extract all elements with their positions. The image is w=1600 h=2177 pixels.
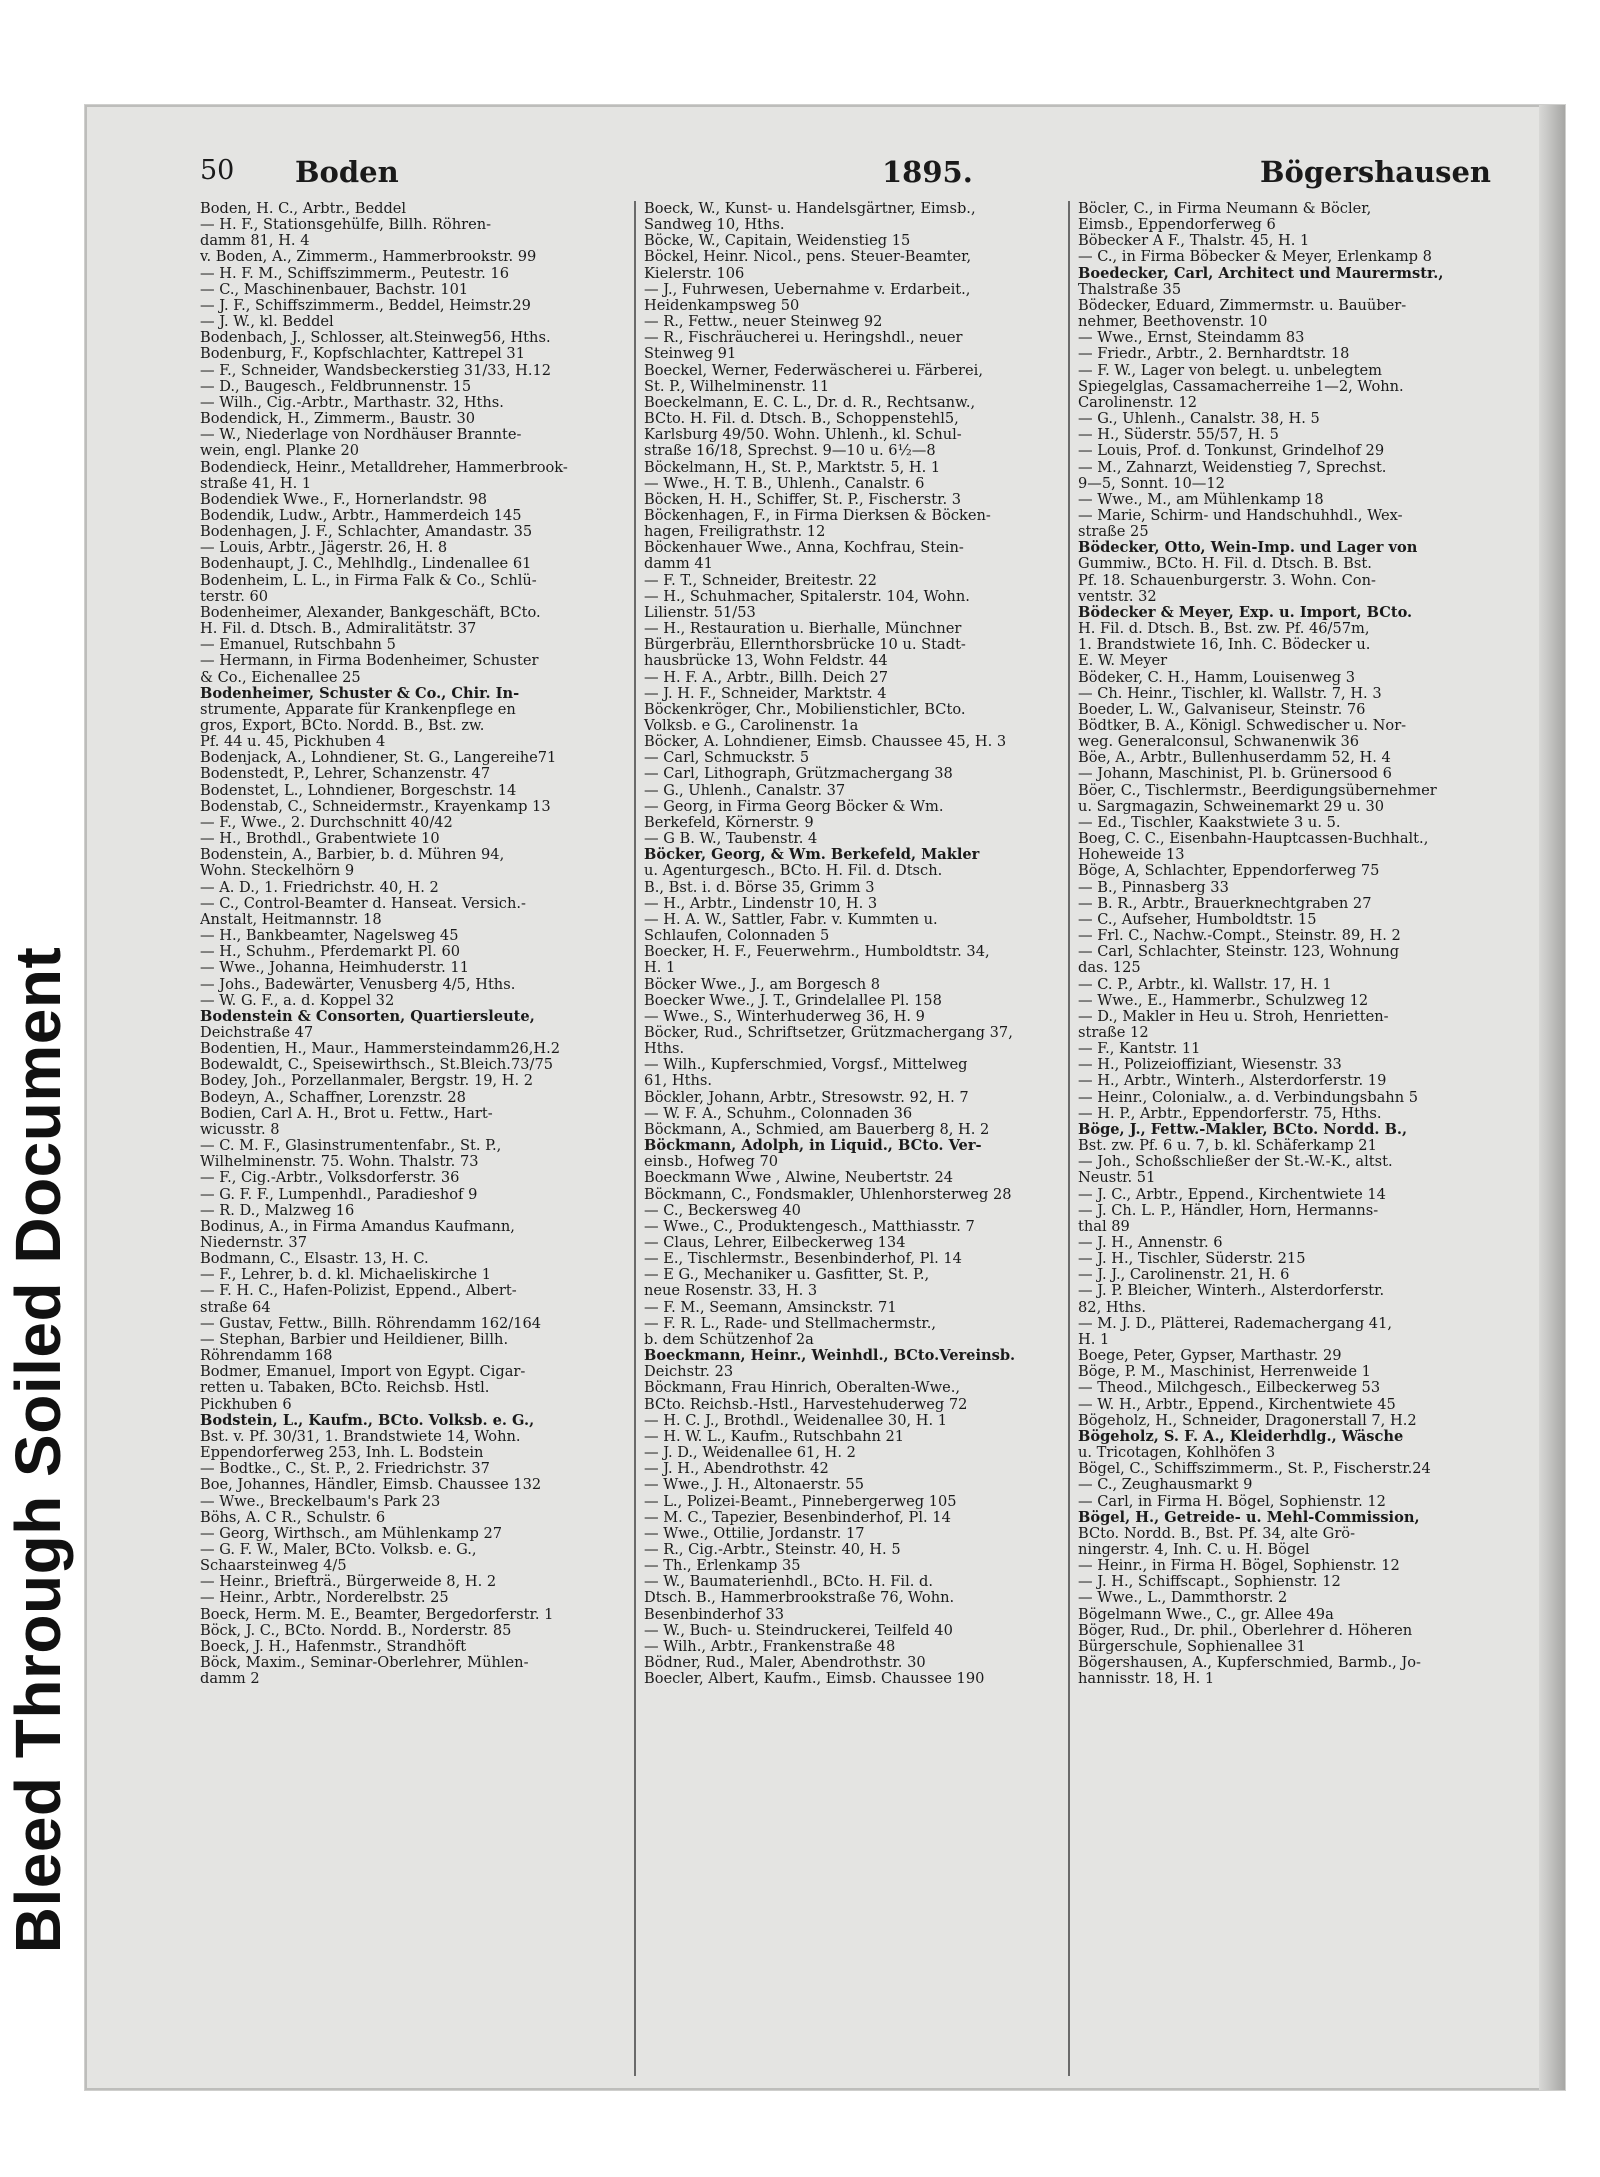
directory-entry: Bst. v. Pf. 30/31, 1. Brandstwiete 14, Wohn. — [200, 1427, 521, 1445]
directory-entry: u. Tricotagen, Kohlhöfen 3 — [1078, 1444, 1276, 1462]
directory-entry: Gummiw., BCto. H. Fil. d. Dtsch. B. Bst. — [1078, 555, 1372, 573]
directory-entry: Boeck, W., Kunst- u. Handelsgärtner, Eimsb., — [644, 201, 976, 217]
directory-entry: Bodstein, L., Kaufm., BCto. Volksb. e. G., — [200, 1411, 535, 1429]
directory-entry: Wohn. Steckelhörn 9 — [200, 862, 355, 880]
directory-entry: — B., Pinnasberg 33 — [1078, 878, 1229, 896]
directory-entry: — G., Uhlenh., Canalstr. 37 — [644, 781, 846, 799]
directory-entry: Böcker, Georg, & Wm. Berkefeld, Makler — [644, 846, 980, 864]
directory-entry: Bodenheimer, Schuster & Co., Chir. In- — [200, 684, 520, 702]
directory-entry: hagen, Freiligrathstr. 12 — [644, 523, 826, 541]
directory-entry: Böckel, Heinr. Nicol., pens. Steuer-Beamter, — [644, 248, 972, 266]
directory-entry: — G B. W., Taubenstr. 4 — [644, 830, 818, 848]
directory-entry: — H. F. M., Schiffszimmerm., Peutestr. 16 — [200, 264, 509, 282]
directory-entry: — Bodtke., C., St. P., 2. Friedrichstr. 37 — [200, 1460, 490, 1478]
directory-entry: Bodenstab, C., Schneidermstr., Krayenkamp 13 — [200, 797, 551, 815]
directory-entry: Bödecker, Otto, Wein-Imp. und Lager von — [1078, 539, 1418, 557]
directory-entry: Kielerstr. 106 — [644, 264, 745, 282]
directory-entry: einsb., Hofweg 70 — [644, 1153, 779, 1171]
directory-entry: — F., Schneider, Wandsbeckerstieg 31/33, H.12 — [200, 361, 552, 379]
directory-entry: das. 125 — [1078, 959, 1141, 977]
directory-entry: — C., Control-Beamter d. Hanseat. Versich.- — [200, 894, 526, 912]
directory-entry: — L., Polizei-Beamt., Pinnebergerweg 105 — [644, 1492, 957, 1510]
directory-entry: — Wwe., H. T. B., Uhlenh., Canalstr. 6 — [644, 474, 925, 492]
directory-entry: Röhrendamm 168 — [200, 1347, 333, 1365]
directory-entry: — Wwe., M., am Mühlenkamp 18 — [1078, 490, 1324, 508]
directory-entry: H. 1 — [644, 959, 676, 977]
directory-entry: Bögeholz, S. F. A., Kleiderhdlg., Wäsche — [1078, 1427, 1404, 1445]
directory-entry: thal 89 — [1078, 1217, 1130, 1235]
directory-entry: Schlaufen, Colonnaden 5 — [644, 927, 830, 945]
directory-entry: Böge, P. M., Maschinist, Herrenweide 1 — [1078, 1363, 1371, 1381]
directory-entry: Boeck, Herm. M. E., Beamter, Bergedorferstr. 1 — [200, 1605, 554, 1623]
directory-entry: Bögershausen, A., Kupferschmied, Barmb., Jo- — [1078, 1654, 1421, 1672]
directory-entry: Pickhuben 6 — [200, 1395, 292, 1413]
directory-entry: Boden, H. C., Arbtr., Beddel — [200, 201, 407, 217]
directory-entry: Böcken, H. H., Schiffer, St. P., Fischerstr. 3 — [644, 490, 962, 508]
directory-entry: Böckenkröger, Chr., Mobilienstichler, BCto. — [644, 700, 966, 718]
directory-entry: — W., Buch- u. Steindruckerei, Teilfeld 40 — [644, 1621, 953, 1639]
directory-entry: strumente, Apparate für Krankenpflege en — [200, 700, 516, 718]
directory-entry: — R., Fettw., neuer Steinweg 92 — [644, 313, 883, 331]
directory-entry: — J. H., Tischler, Süderstr. 215 — [1078, 1250, 1306, 1268]
directory-entry: E. W. Meyer — [1078, 652, 1168, 670]
directory-entry: — Stephan, Barbier und Heildiener, Billh. — [200, 1330, 509, 1348]
directory-entry: straße 12 — [1078, 1023, 1149, 1041]
directory-entry: — Carl, Lithograph, Grützmachergang 38 — [644, 765, 953, 783]
directory-entry: — M., Zahnarzt, Weidenstieg 7, Sprechst. — [1078, 458, 1387, 476]
directory-entry: — B. R., Arbtr., Brauerknechtgraben 27 — [1078, 894, 1372, 912]
column-3 — [1068, 201, 1508, 2076]
directory-entry: — W., Niederlage von Nordhäuser Brannte- — [200, 426, 522, 444]
directory-entry: — Wwe., Ernst, Steindamm 83 — [1078, 329, 1305, 347]
directory-entry: — C. P., Arbtr., kl. Wallstr. 17, H. 1 — [1078, 975, 1332, 993]
directory-entry: Deichstraße 47 — [200, 1023, 314, 1041]
directory-entry: retten u. Tabaken, BCto. Reichsb. Hstl. — [200, 1379, 490, 1397]
directory-entry: — Wwe., C., Produktengesch., Matthiasstr. 7 — [644, 1217, 975, 1235]
directory-entry: — Wwe., J. H., Altonaerstr. 55 — [644, 1476, 865, 1494]
directory-entry: Bodenstein, A., Barbier, b. d. Mühren 94, — [200, 846, 505, 864]
directory-entry: — Wwe., Breckelbaum's Park 23 — [200, 1492, 441, 1510]
directory-entry: — C., Maschinenbauer, Bachstr. 101 — [200, 280, 469, 298]
directory-entry: — G. F. F., Lumpenhdl., Paradieshof 9 — [200, 1185, 478, 1203]
directory-entry: Böckenhagen, F., in Firma Dierksen & Böcken- — [644, 506, 991, 524]
directory-entry: Bodenbach, J., Schlosser, alt.Steinweg56, Hths. — [200, 329, 551, 347]
directory-entry: Bürgerschule, Sophienallee 31 — [1078, 1637, 1306, 1655]
directory-entry: Bödecker & Meyer, Exp. u. Import, BCto. — [1078, 603, 1413, 621]
directory-entry: Böckmann, Adolph, in Liquid., BCto. Ver- — [644, 1137, 982, 1155]
directory-entry: — H., Arbtr., Winterh., Alsterdorferstr. 19 — [1078, 1072, 1387, 1090]
directory-entry: — F. R. L., Rade- und Stellmachermstr., — [644, 1314, 936, 1332]
directory-entry: — D., Baugesch., Feldbrunnenstr. 15 — [200, 377, 472, 395]
directory-entry: — Frl. C., Nachw.-Compt., Steinstr. 89, H. 2 — [1078, 927, 1401, 945]
directory-entry: — C., in Firma Böbecker & Meyer, Erlenkamp 8 — [1078, 248, 1432, 266]
directory-entry: — W. G. F., a. d. Koppel 32 — [200, 991, 395, 1009]
page-edge — [1539, 105, 1565, 2090]
header-left-word: Boden — [295, 155, 399, 189]
directory-entry: Thalstraße 35 — [1078, 280, 1182, 298]
directory-entry: — H., Schuhmacher, Spitalerstr. 104, Wohn. — [644, 587, 970, 605]
directory-entry: — Theod., Milchgesch., Eilbeckerweg 53 — [1078, 1379, 1381, 1397]
directory-entry: u. Agenturgesch., BCto. H. Fil. d. Dtsch. — [644, 862, 943, 880]
directory-entry: Böcker Wwe., J., am Borgesch 8 — [644, 975, 881, 993]
directory-entry: — W., Baumaterienhdl., BCto. H. Fil. d. — [644, 1573, 934, 1591]
directory-entry: — Carl, in Firma H. Bögel, Sophienstr. 12 — [1078, 1492, 1386, 1510]
directory-entry: straße 41, H. 1 — [200, 474, 312, 492]
directory-entry: Böcke, W., Capitain, Weidenstieg 15 — [644, 232, 911, 250]
directory-entry: Bodendik, Ludw., Arbtr., Hammerdeich 145 — [200, 506, 522, 524]
scanned-page — [85, 105, 1565, 2090]
directory-entry: Deichstr. 23 — [644, 1363, 734, 1381]
directory-entry: b. dem Schützenhof 2a — [644, 1330, 814, 1348]
directory-entry: H. Fil. d. Dtsch. B., Bst. zw. Pf. 46/57m, — [1078, 620, 1370, 638]
directory-entry: Dtsch. B., Hammerbrookstraße 76, Wohn. — [644, 1589, 955, 1607]
directory-entry: Volksb. e G., Carolinenstr. 1a — [644, 717, 859, 734]
directory-entry: BCto. H. Fil. d. Dtsch. B., Schoppenstehl5, — [644, 410, 959, 428]
directory-entry: — H. C. J., Brothdl., Weidenallee 30, H. 1 — [644, 1411, 948, 1429]
header-right-word: Bögershausen — [1260, 155, 1492, 189]
directory-entry: — J. D., Weidenallee 61, H. 2 — [644, 1444, 856, 1462]
directory-entry: — Heinr., Briefträ., Bürgerweide 8, H. 2 — [200, 1573, 497, 1591]
directory-entry: Bodenheimer, Alexander, Bankgeschäft, BCto. — [200, 603, 541, 621]
directory-entry: — F., Cig.-Arbtr., Volksdorferstr. 36 — [200, 1169, 460, 1187]
directory-entry: — J. H., Abendrothstr. 42 — [644, 1460, 829, 1478]
directory-entry: — Heinr., in Firma H. Bögel, Sophienstr. 12 — [1078, 1557, 1400, 1575]
directory-entry: Boeckelmann, E. C. L., Dr. d. R., Rechtsanw., — [644, 393, 976, 411]
directory-entry: Boeg, C. C., Eisenbahn-Hauptcassen-Buchhalt., — [1078, 830, 1429, 848]
directory-entry: — J. H., Annenstr. 6 — [1078, 1234, 1223, 1251]
directory-entry: Böck, Maxim., Seminar-Oberlehrer, Mühlen- — [200, 1654, 529, 1672]
directory-entry: — H. F., Stationsgehülfe, Billh. Röhren- — [200, 216, 492, 234]
directory-entry: Böcker, A. Lohndiener, Eimsb. Chaussee 45, H. 3 — [644, 733, 1007, 751]
directory-entry: Bögeholz, H., Schneider, Dragonerstall 7, H.2 — [1078, 1411, 1417, 1429]
directory-entry: Bodmann, C., Elsastr. 13, H. C. — [200, 1250, 429, 1268]
directory-entry: — E G., Mechaniker u. Gasfitter, St. P., — [644, 1266, 930, 1284]
column-2 — [634, 201, 1062, 2076]
directory-entry: — Gustav, Fettw., Billh. Röhrendamm 162/164 — [200, 1314, 542, 1332]
directory-entry: weg. Generalconsul, Schwanenwik 36 — [1078, 733, 1360, 751]
directory-entry: — Wwe., Ottilie, Jordanstr. 17 — [644, 1524, 865, 1542]
directory-entry: Spiegelglas, Cassamacherreihe 1—2, Wohn. — [1078, 377, 1404, 395]
directory-entry: — Carl, Schmuckstr. 5 — [644, 749, 810, 767]
directory-entry: — J. W., kl. Beddel — [200, 313, 334, 331]
directory-entry: — D., Makler in Heu u. Stroh, Henrietten- — [1078, 1007, 1389, 1025]
directory-entry: — Wwe., E., Hammerbr., Schulzweg 12 — [1078, 991, 1369, 1009]
directory-entry: straße 16/18, Sprechst. 9—10 u. 6½—8 — [644, 442, 936, 460]
directory-entry: — H. P., Arbtr., Eppendorferstr. 75, Hths. — [1078, 1104, 1382, 1122]
directory-entry: Sandweg 10, Hths. — [644, 216, 785, 234]
directory-entry: — J., Fuhrwesen, Uebernahme v. Erdarbeit., — [644, 280, 971, 298]
directory-entry: — J. J., Carolinenstr. 21, H. 6 — [1078, 1266, 1290, 1284]
directory-entry: Bodendick, H., Zimmerm., Baustr. 30 — [200, 410, 476, 428]
directory-entry: u. Sargmagazin, Schweinemarkt 29 u. 30 — [1078, 797, 1385, 815]
directory-entry: Böckenhauer Wwe., Anna, Kochfrau, Stein- — [644, 539, 964, 557]
directory-entry: Neustr. 51 — [1078, 1169, 1156, 1187]
directory-entry: — H. A. W., Sattler, Fabr. v. Kummten u. — [644, 910, 938, 928]
directory-entry: — F., Wwe., 2. Durchschnitt 40/42 — [200, 813, 453, 831]
directory-entry: Bögelmann Wwe., C., gr. Allee 49a — [1078, 1605, 1334, 1623]
directory-entry: Böcler, C., in Firma Neumann & Böcler, — [1078, 201, 1372, 217]
directory-entry: — Georg, Wirthsch., am Mühlenkamp 27 — [200, 1524, 503, 1542]
directory-entry: — F. M., Seemann, Amsinckstr. 71 — [644, 1298, 897, 1316]
directory-entry: — Marie, Schirm- und Handschuhhdl., Wex- — [1078, 506, 1403, 524]
directory-entry: v. Boden, A., Zimmerm., Hammerbrookstr. 99 — [200, 248, 537, 266]
directory-entry: Bödtker, B. A., Königl. Schwedischer u. Nor- — [1078, 717, 1407, 734]
directory-entry: straße 25 — [1078, 523, 1149, 541]
directory-entry: Böckmann, A., Schmied, am Bauerberg 8, H. 2 — [644, 1120, 990, 1138]
directory-entry: Wilhelminenstr. 75. Wohn. Thalstr. 73 — [200, 1153, 479, 1171]
directory-entry: Bodenjack, A., Lohndiener, St. G., Langereihe71 — [200, 749, 557, 767]
directory-entry: St. P., Wilhelminenstr. 11 — [644, 377, 830, 395]
directory-entry: Bodendieck, Heinr., Metalldreher, Hammerbrook- — [200, 458, 568, 476]
directory-entry: terstr. 60 — [200, 587, 269, 605]
directory-entry: — E., Tischlermstr., Besenbinderhof, Pl. 14 — [644, 1250, 962, 1268]
directory-entry: Karlsburg 49/50. Wohn. Uhlenh., kl. Schul- — [644, 426, 962, 444]
directory-entry: Bodentien, H., Maur., Hammersteindamm26,H.2 — [200, 1040, 561, 1058]
directory-entry: damm 41 — [644, 555, 713, 573]
directory-entry: — Joh., Schoßschließer der St.-W.-K., altst. — [1078, 1153, 1393, 1171]
directory-entry: Besenbinderhof 33 — [644, 1605, 785, 1623]
directory-entry: Böhs, A. C R., Schulstr. 6 — [200, 1508, 386, 1526]
directory-entry: Böckelmann, H., St. P., Marktstr. 5, H. 1 — [644, 458, 941, 476]
directory-entry: Bögel, H., Getreide- u. Mehl-Commission, — [1078, 1508, 1420, 1526]
directory-entry: Bodien, Carl A. H., Brot u. Fettw., Hart- — [200, 1104, 493, 1122]
directory-entry: Böbecker A F., Thalstr. 45, H. 1 — [1078, 232, 1310, 250]
directory-entry: Eimsb., Eppendorferweg 6 — [1078, 216, 1276, 234]
directory-entry: — Claus, Lehrer, Eilbeckerweg 134 — [644, 1234, 906, 1251]
directory-entry: Böer, C., Tischlermstr., Beerdigungsübernehmer — [1078, 781, 1437, 799]
directory-entry: Bodey, Joh., Porzellanmaler, Bergstr. 19, H. 2 — [200, 1072, 534, 1090]
directory-entry: — H., Bankbeamter, Nagelsweg 45 — [200, 927, 459, 945]
directory-entry: — H., Schuhm., Pferdemarkt Pl. 60 — [200, 943, 461, 961]
directory-entry: ningerstr. 4, Inh. C. u. H. Bögel — [1078, 1540, 1310, 1558]
page-number: 50 — [200, 155, 235, 186]
directory-entry: Bodenheim, L. L., in Firma Falk & Co., Schlü- — [200, 571, 537, 589]
directory-entry: straße 64 — [200, 1298, 271, 1316]
watermark-text: Bleed Through Soiled Document — [1, 946, 74, 1954]
directory-entry: — W. F. A., Schuhm., Colonnaden 36 — [644, 1104, 913, 1122]
directory-entry: Hoheweide 13 — [1078, 846, 1185, 864]
directory-entry: Boeder, L. W., Galvaniseur, Steinstr. 76 — [1078, 700, 1366, 718]
directory-entry: — J. H. F., Schneider, Marktstr. 4 — [644, 684, 887, 702]
directory-entry: — J. C., Arbtr., Eppend., Kirchentwiete 14 — [1078, 1185, 1386, 1203]
directory-entry: Bodenburg, F., Kopfschlachter, Kattrepel 31 — [200, 345, 525, 363]
directory-entry: Bodenhaupt, J. C., Mehlhdlg., Lindenallee 61 — [200, 555, 532, 573]
directory-entry: — H., Brothdl., Grabentwiete 10 — [200, 830, 440, 848]
directory-entry: — H., Polizeioffiziant, Wiesenstr. 33 — [1078, 1056, 1342, 1074]
directory-entry: — Georg, in Firma Georg Böcker & Wm. — [644, 797, 944, 815]
directory-entry: Berkefeld, Körnerstr. 9 — [644, 813, 814, 831]
directory-entry: & Co., Eichenallee 25 — [200, 668, 361, 686]
directory-entry: Boeckmann Wwe , Alwine, Neubertstr. 24 — [644, 1169, 954, 1187]
directory-entry: Bodinus, A., in Firma Amandus Kaufmann, — [200, 1217, 515, 1235]
directory-entry: Bodmer, Emanuel, Import von Egypt. Cigar- — [200, 1363, 526, 1381]
directory-entry: Bodenstet, L., Lohndiener, Borgeschstr. 14 — [200, 781, 517, 799]
directory-entry: Bögel, C., Schiffszimmerm., St. P., Fischerstr.24 — [1078, 1460, 1431, 1478]
directory-entry: — G. F. W., Maler, BCto. Volksb. e. G., — [200, 1540, 477, 1558]
directory-entry: Bst. zw. Pf. 6 u. 7, b. kl. Schäferkamp 21 — [1078, 1137, 1377, 1155]
directory-entry: hannisstr. 18, H. 1 — [1078, 1670, 1215, 1688]
directory-entry: — J. Ch. L. P., Händler, Horn, Hermanns- — [1078, 1201, 1379, 1219]
directory-entry: — Johann, Maschinist, Pl. b. Grünersood 6 — [1078, 765, 1392, 783]
column-1 — [200, 201, 610, 2076]
directory-entry: Bodenstedt, P., Lehrer, Schanzenstr. 47 — [200, 765, 491, 783]
directory-entry: — Heinr., Arbtr., Norderelbstr. 25 — [200, 1589, 449, 1607]
directory-entry: — Louis, Arbtr., Jägerstr. 26, H. 8 — [200, 539, 448, 557]
directory-entry: BCto. Nordd. B., Bst. Pf. 34, alte Grö- — [1078, 1524, 1356, 1542]
directory-entry: Böckmann, Frau Hinrich, Oberalten-Wwe., — [644, 1379, 960, 1397]
directory-entry: — Johs., Badewärter, Venusberg 4/5, Hths. — [200, 975, 516, 993]
directory-entry: 9—5, Sonnt. 10—12 — [1078, 474, 1225, 492]
directory-entry: — G., Uhlenh., Canalstr. 38, H. 5 — [1078, 410, 1320, 428]
watermark-strip — [0, 0, 75, 2177]
directory-entry: — H., Arbtr., Lindenstr 10, H. 3 — [644, 894, 878, 912]
directory-entry: Böcker, Rud., Schriftsetzer, Grützmachergang 37, — [644, 1023, 1013, 1041]
directory-entry: Boege, Peter, Gypser, Marthastr. 29 — [1078, 1347, 1342, 1365]
directory-entry: Böge, J., Fettw.-Makler, BCto. Nordd. B., — [1078, 1120, 1408, 1138]
directory-entry: — Wwe., S., Winterhuderweg 36, H. 9 — [644, 1007, 925, 1025]
directory-entry: — M. C., Tapezier, Besenbinderhof, Pl. 14 — [644, 1508, 951, 1526]
directory-entry: — F. W., Lager von belegt. u. unbelegtem — [1078, 361, 1382, 379]
directory-entry: — Carl, Schlachter, Steinstr. 123, Wohnung — [1078, 943, 1400, 961]
directory-entry: Böckmann, C., Fondsmakler, Uhlenhorsterweg 28 — [644, 1185, 1012, 1203]
directory-entry: — Emanuel, Rutschbahn 5 — [200, 636, 396, 654]
directory-entry: — R. D., Malzweg 16 — [200, 1201, 355, 1219]
directory-entry: Boedecker, Carl, Architect und Maurermstr., — [1078, 264, 1444, 282]
directory-columns — [200, 201, 1515, 2076]
directory-entry: Steinweg 91 — [644, 345, 737, 363]
directory-entry: Hths. — [644, 1040, 685, 1058]
directory-entry: wein, engl. Planke 20 — [200, 442, 360, 460]
directory-entry: — C., Zeughausmarkt 9 — [1078, 1476, 1253, 1494]
directory-entry: H. 1 — [1078, 1330, 1110, 1348]
directory-entry: Böger, Rud., Dr. phil., Oberlehrer d. Höheren — [1078, 1621, 1413, 1639]
directory-entry: — J. F., Schiffszimmerm., Beddel, Heimstr.29 — [200, 296, 531, 314]
directory-entry: Niedernstr. 37 — [200, 1234, 308, 1251]
directory-entry: — R., Fischräucherei u. Heringshdl., neuer — [644, 329, 963, 347]
page-header — [200, 155, 1500, 199]
directory-entry: neue Rosenstr. 33, H. 3 — [644, 1282, 818, 1300]
directory-entry: Boecker Wwe., J. T., Grindelallee Pl. 158 — [644, 991, 942, 1009]
directory-entry: B., Bst. i. d. Börse 35, Grimm 3 — [644, 878, 875, 896]
directory-entry: — Louis, Prof. d. Tonkunst, Grindelhof 29 — [1078, 442, 1385, 460]
directory-entry: — J. P. Bleicher, Winterh., Alsterdorferstr. — [1078, 1282, 1385, 1300]
directory-entry: — Friedr., Arbtr., 2. Bernhardtstr. 18 — [1078, 345, 1350, 363]
directory-entry: — C., Beckersweg 40 — [644, 1201, 801, 1219]
directory-entry: Bodendiek Wwe., F., Hornerlandstr. 98 — [200, 490, 488, 508]
directory-entry: — A. D., 1. Friedrichstr. 40, H. 2 — [200, 878, 439, 896]
directory-entry: Carolinenstr. 12 — [1078, 393, 1197, 411]
directory-entry: — H., Restauration u. Bierhalle, Münchner — [644, 620, 962, 638]
directory-entry: — Th., Erlenkamp 35 — [644, 1557, 801, 1575]
directory-entry: Boeck, J. H., Hafenmstr., Strandhöft — [200, 1637, 467, 1655]
directory-entry: Boecler, Albert, Kaufm., Eimsb. Chaussee 190 — [644, 1670, 985, 1688]
directory-entry: Boecker, H. F., Feuerwehrm., Humboldtstr. 34, — [644, 943, 990, 961]
directory-entry: Pf. 44 u. 45, Pickhuben 4 — [200, 733, 386, 751]
directory-entry: Bürgerbräu, Ellernthorsbrücke 10 u. Stadt- — [644, 636, 966, 654]
directory-entry: — H. W. L., Kaufm., Rutschbahn 21 — [644, 1427, 905, 1445]
directory-entry: — R., Cig.-Arbtr., Steinstr. 40, H. 5 — [644, 1540, 901, 1558]
directory-entry: — W. H., Arbtr., Eppend., Kirchentwiete 45 — [1078, 1395, 1396, 1413]
directory-entry: 82, Hths. — [1078, 1298, 1146, 1316]
directory-entry: — Heinr., Colonialw., a. d. Verbindungsbahn 5 — [1078, 1088, 1419, 1106]
directory-entry: Bodenstein & Consorten, Quartiersleute, — [200, 1007, 535, 1025]
directory-entry: Bodewaldt, C., Speisewirthsch., St.Bleich.73/75 — [200, 1056, 554, 1074]
directory-entry: Anstalt, Heitmannstr. 18 — [200, 910, 382, 928]
directory-entry: Bödner, Rud., Maler, Abendrothstr. 30 — [644, 1654, 926, 1672]
directory-entry: 1. Brandstwiete 16, Inh. C. Bödecker u. — [1078, 636, 1371, 654]
directory-entry: Eppendorferweg 253, Inh. L. Bodstein — [200, 1444, 484, 1462]
directory-entry: hausbrücke 13, Wohn Feldstr. 44 — [644, 652, 888, 670]
directory-entry: — F. T., Schneider, Breitestr. 22 — [644, 571, 877, 589]
directory-entry: — Ch. Heinr., Tischler, kl. Wallstr. 7, H. 3 — [1078, 684, 1382, 702]
directory-entry: — Hermann, in Firma Bodenheimer, Schuster — [200, 652, 539, 670]
directory-entry: Schaarsteinweg 4/5 — [200, 1557, 347, 1575]
directory-entry: BCto. Reichsb.-Hstl., Harvestehuderweg 72 — [644, 1395, 968, 1413]
directory-entry: wicusstr. 8 — [200, 1120, 280, 1138]
directory-entry: — C., Aufseher, Humboldtstr. 15 — [1078, 910, 1317, 928]
directory-entry: gros, Export, BCto. Nordd. B., Bst. zw. — [200, 717, 485, 734]
directory-entry: — F., Kantstr. 11 — [1078, 1040, 1201, 1058]
directory-entry: — Wilh., Kupferschmied, Vorgsf., Mittelweg — [644, 1056, 968, 1074]
header-year: 1895. — [882, 155, 973, 189]
directory-entry: Bödeker, C. H., Hamm, Louisenweg 3 — [1078, 668, 1356, 686]
directory-entry: — F., Lehrer, b. d. kl. Michaeliskirche 1 — [200, 1266, 491, 1284]
directory-entry: — Ed., Tischler, Kaakstwiete 3 u. 5. — [1078, 813, 1341, 831]
directory-entry: — F. H. C., Hafen-Polizist, Eppend., Albert- — [200, 1282, 517, 1300]
directory-entry: Bödecker, Eduard, Zimmermstr. u. Bauüber- — [1078, 296, 1407, 314]
directory-entry: Bodenhagen, J. F., Schlachter, Amandastr. 35 — [200, 523, 533, 541]
directory-entry: Boeckel, Werner, Federwäscherei u. Färberei, — [644, 361, 983, 379]
directory-entry: Böge, A, Schlachter, Eppendorferweg 75 — [1078, 862, 1380, 880]
directory-entry: Heidenkampsweg 50 — [644, 296, 800, 314]
directory-entry: — J. H., Schiffscapt., Sophienstr. 12 — [1078, 1573, 1341, 1591]
directory-entry: — H., Süderstr. 55/57, H. 5 — [1078, 426, 1279, 444]
directory-entry: ventstr. 32 — [1078, 587, 1157, 605]
directory-entry: Böckler, Johann, Arbtr., Stresowstr. 92, H. 7 — [644, 1088, 969, 1106]
directory-entry: Böck, J. C., BCto. Nordd. B., Norderstr. 85 — [200, 1621, 512, 1639]
directory-entry: Pf. 18. Schauenburgerstr. 3. Wohn. Con- — [1078, 571, 1376, 589]
directory-entry: — H. F. A., Arbtr., Billh. Deich 27 — [644, 668, 889, 686]
directory-entry: — Wilh., Cig.-Arbtr., Marthastr. 32, Hths. — [200, 393, 504, 411]
directory-entry: — Wwe., L., Dammthorstr. 2 — [1078, 1589, 1288, 1607]
directory-entry: damm 2 — [200, 1670, 260, 1688]
directory-entry: Lilienstr. 51/53 — [644, 603, 756, 621]
directory-entry: — M. J. D., Plätterei, Rademachergang 41, — [1078, 1314, 1393, 1332]
directory-entry: Bodeyn, A., Schaffner, Lorenzstr. 28 — [200, 1088, 466, 1106]
directory-entry: — Wwe., Johanna, Heimhuderstr. 11 — [200, 959, 469, 977]
directory-entry: Boe, Johannes, Händler, Eimsb. Chaussee 132 — [200, 1476, 542, 1494]
directory-entry: damm 81, H. 4 — [200, 232, 310, 250]
directory-entry: Böe, A., Arbtr., Bullenhuserdamm 52, H. 4 — [1078, 749, 1391, 767]
directory-entry: H. Fil. d. Dtsch. B., Admiralitätstr. 37 — [200, 620, 477, 638]
directory-entry: nehmer, Beethovenstr. 10 — [1078, 313, 1268, 331]
directory-entry: Boeckmann, Heinr., Weinhdl., BCto.Vereinsb. — [644, 1347, 1016, 1365]
directory-entry: — Wilh., Arbtr., Frankenstraße 48 — [644, 1637, 896, 1655]
directory-entry: 61, Hths. — [644, 1072, 712, 1090]
directory-entry: — C. M. F., Glasinstrumentenfabr., St. P., — [200, 1137, 502, 1155]
